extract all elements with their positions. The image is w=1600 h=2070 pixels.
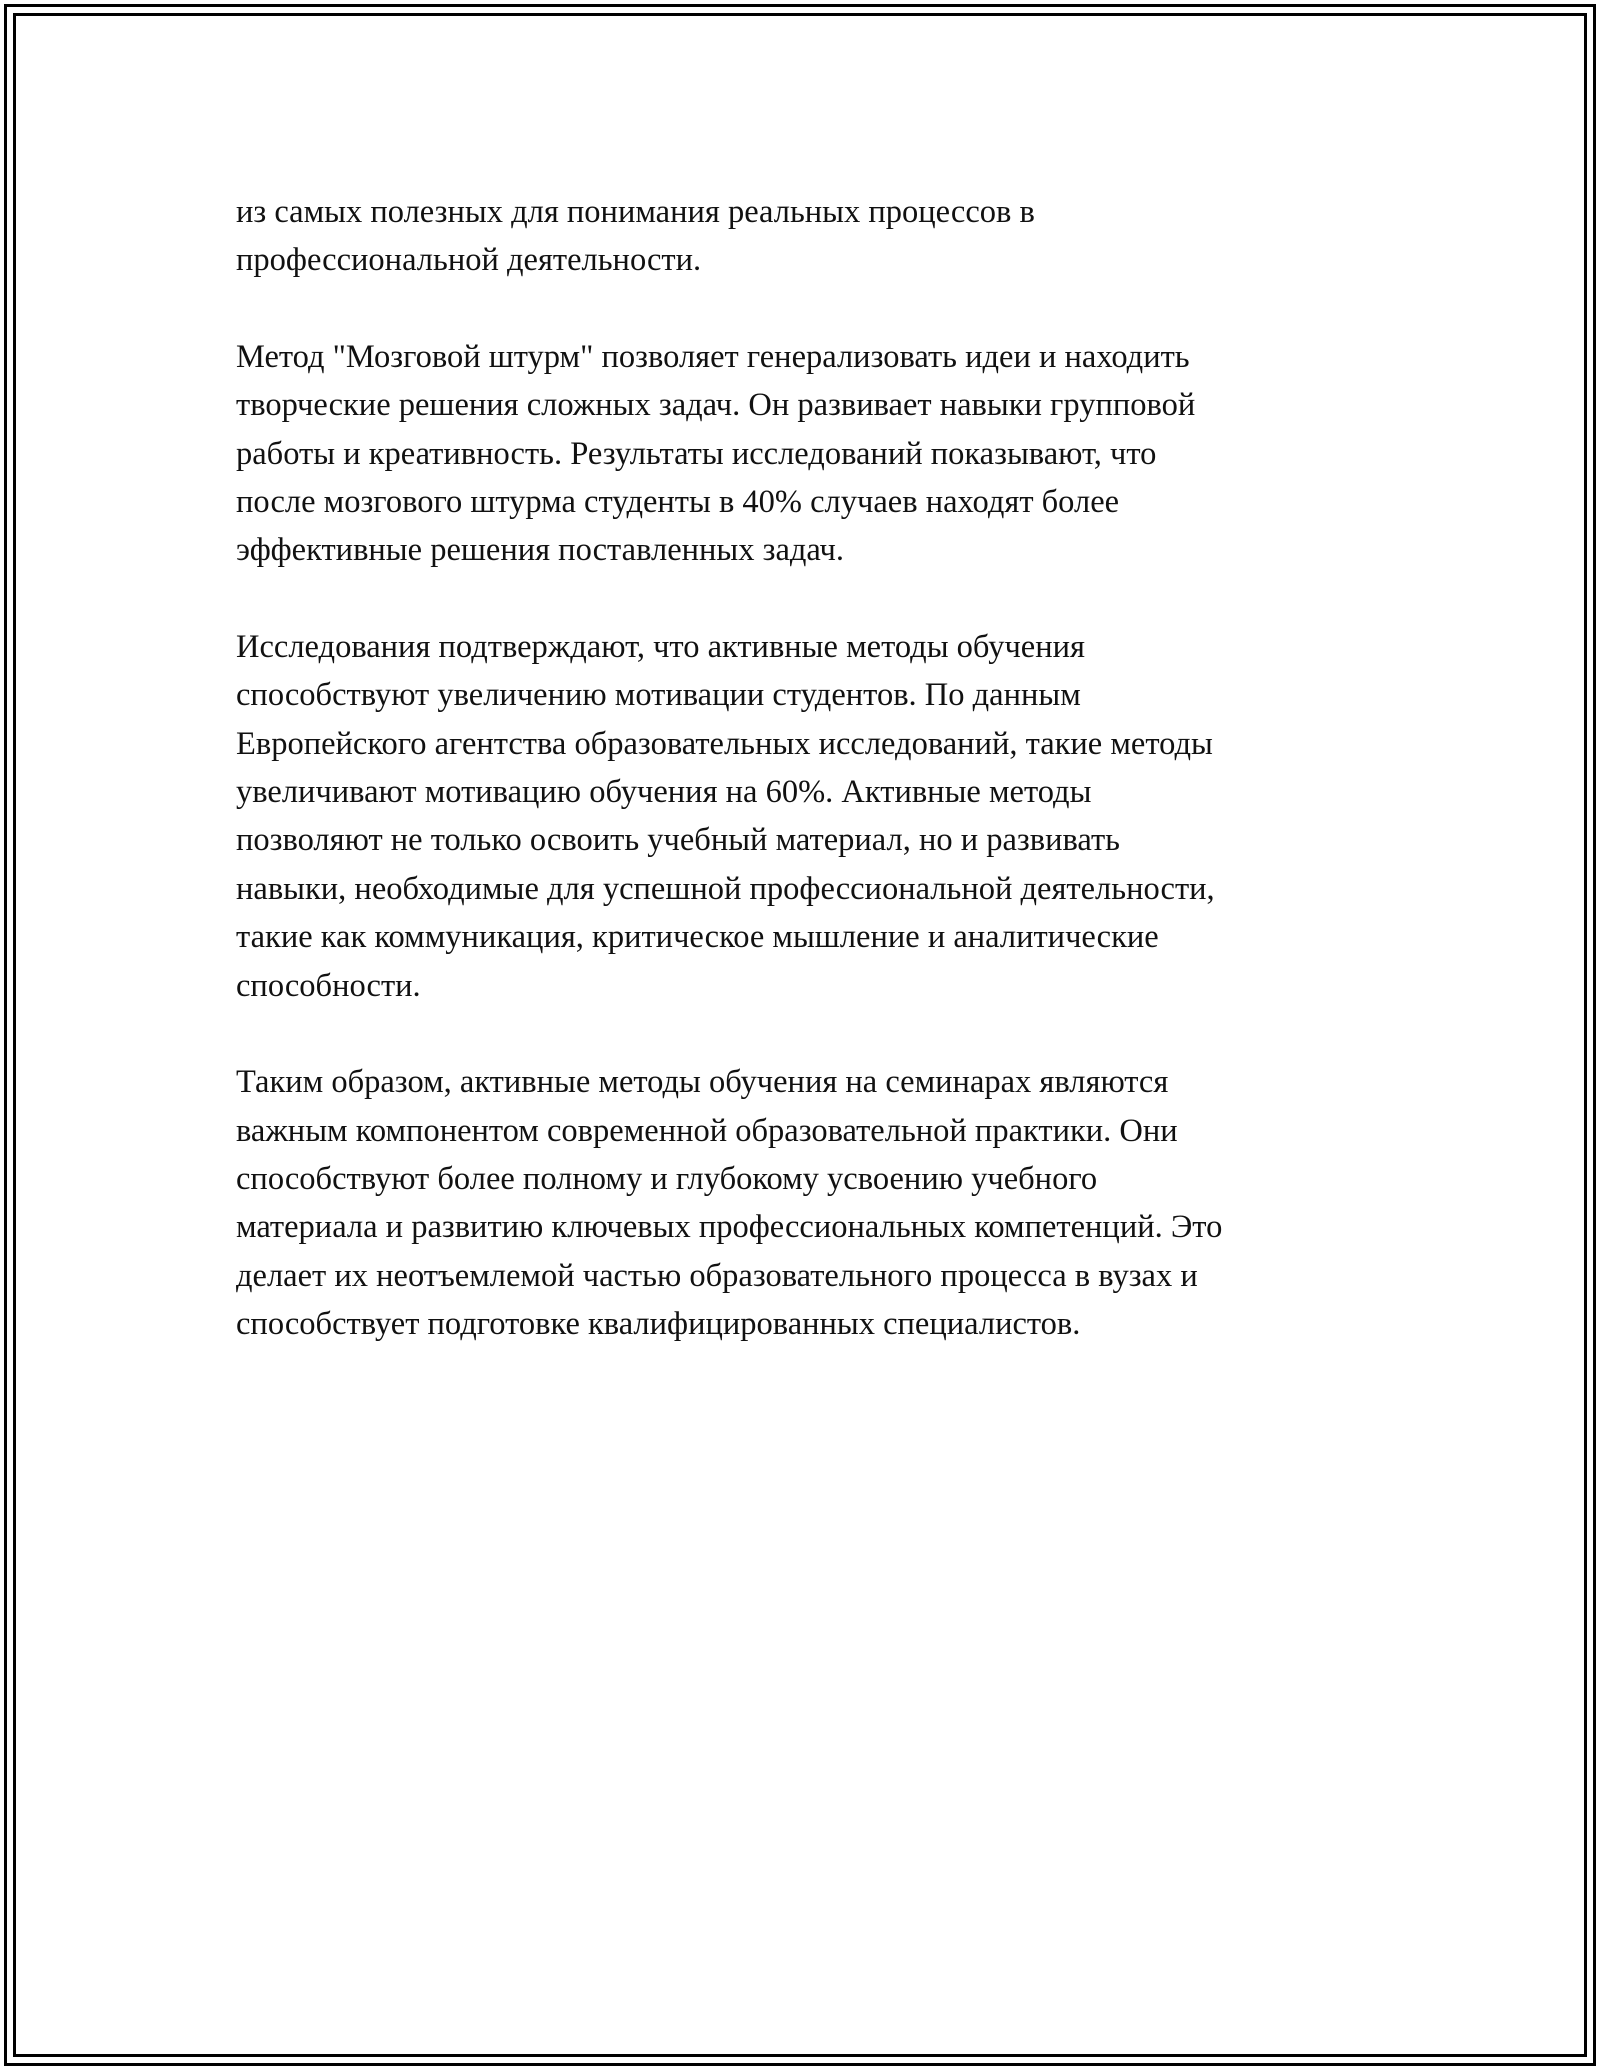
paragraph-1: [236, 188, 1366, 285]
text-line: творческие решения сложных задач. Он развивает навыки групповой: [236, 387, 1196, 424]
text-line: профессиональной деятельности.: [236, 242, 702, 279]
text-line: способствует подготовке квалифицированных специалистов.: [236, 1306, 1081, 1343]
document-body: [236, 188, 1366, 1397]
text-line: увеличивают мотивацию обучения на 60%. Активные методы: [236, 774, 1092, 811]
text-line: способствуют увеличению мотивации студентов. По данным: [236, 677, 1081, 714]
text-line: эффективные решения поставленных задач.: [236, 532, 845, 569]
text-line: способности.: [236, 967, 421, 1004]
text-line: из самых полезных для понимания реальных процессов в: [236, 194, 1035, 230]
text-line: после мозгового штурма студенты в 40% случаев находят более: [236, 484, 1120, 521]
text-line: способствуют более полному и глубокому усвоению учебного: [236, 1160, 1098, 1197]
text-line: важным компонентом современной образовательной практики. Они: [236, 1112, 1178, 1149]
text-line: Исследования подтверждают, что активные методы обучения: [236, 628, 1085, 665]
text-line: Европейского агентства образовательных исследований, такие методы: [236, 725, 1213, 762]
paragraph-4: [236, 1058, 1366, 1348]
text-line: навыки, необходимые для успешной профессиональной деятельности,: [236, 870, 1215, 907]
text-line: позволяют не только освоить учебный материал, но и развивать: [236, 822, 1121, 859]
paragraph-3: [236, 623, 1366, 1010]
text-line: материала и развитию ключевых профессиональных компетенций. Это: [236, 1209, 1223, 1246]
text-line: делает их неотъемлемой частью образовательного процесса в вузах и: [236, 1257, 1198, 1294]
paragraph-2: [236, 333, 1366, 575]
text-line: Метод "Мозговой штурм" позволяет генерализовать идеи и находить: [236, 338, 1190, 375]
text-line: работы и креативность. Результаты исследований показывают, что: [236, 435, 1157, 472]
text-line: такие как коммуникация, критическое мышление и аналитические: [236, 919, 1159, 956]
text-line: Таким образом, активные методы обучения на семинарах являются: [236, 1064, 1169, 1101]
